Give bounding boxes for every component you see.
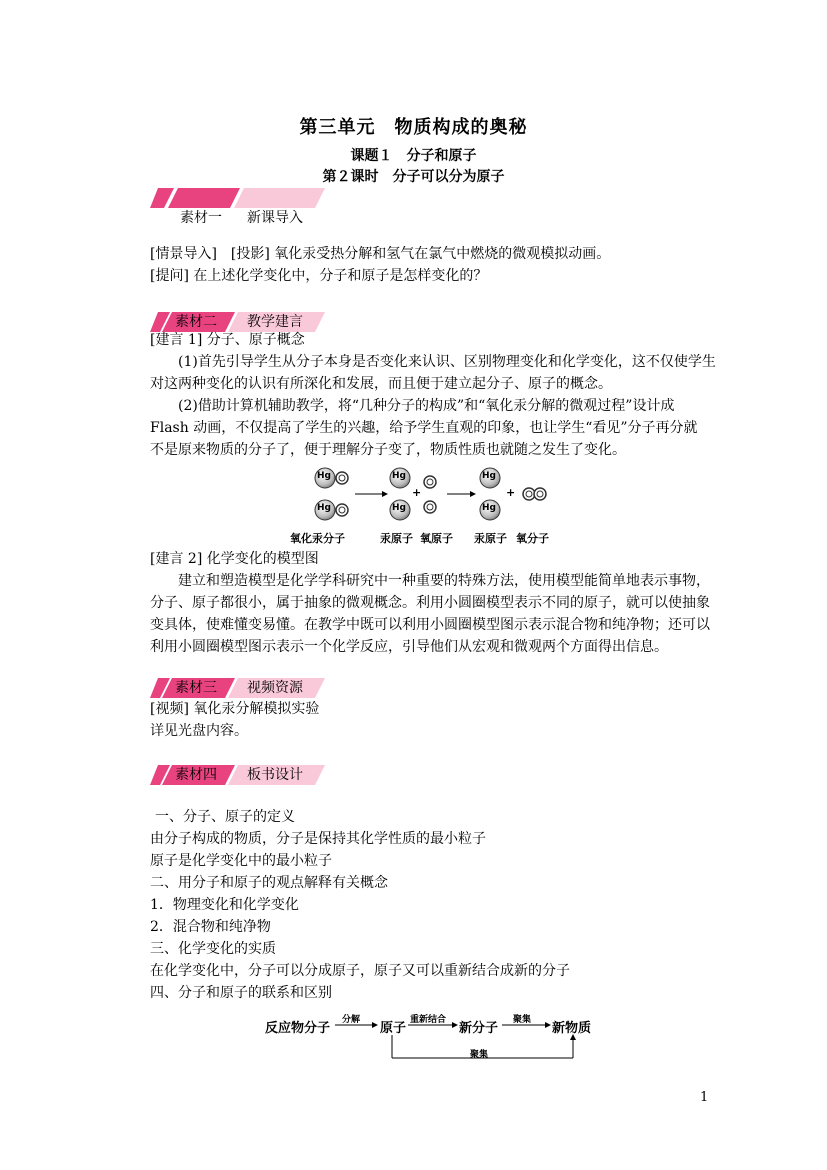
period-title: 第２课时 分子可以分为原子 (322, 169, 505, 185)
board-line: 一、分子、原子的定义 (155, 809, 295, 825)
page-number: 1 (700, 1090, 709, 1105)
board-line: 1．物理变化和化学变化 (150, 897, 299, 913)
paragraph-line: 建立和塑造模型是化学学科研究中一种重要的特殊方法，使用模型能简单地表示事物， (178, 573, 710, 589)
section-banner-1 (150, 188, 325, 208)
lesson-title: 课题１ 分子和原子 (350, 148, 477, 164)
section-1-line: [提问] 在上述化学变化中，分子和原子是怎样变化的？ (150, 268, 488, 284)
paragraph-line: (1)首先引导学生从分子本身是否变化来认识、区别物理变化和化学变化，这不仅使学生 (178, 354, 716, 370)
flow-edge-label: 聚集 (470, 1050, 489, 1060)
board-line: 三、化学变化的实质 (150, 941, 276, 957)
paragraph-line: 不是原来物质的分子了，便于理解分子变了，物质性质也就随之发生了变化。 (150, 442, 626, 458)
paragraph-line: 利用小圆圈模型图示表示一个化学反应，引导他们从宏观和微观两个方面得出信息。 (150, 639, 668, 655)
hg-atom-label: Hg (482, 503, 496, 513)
hg-atom-label: Hg (482, 471, 496, 481)
flow-edge-label: 重新结合 (410, 1015, 447, 1025)
molecule-diagram-graphic (310, 465, 570, 525)
board-line: 在化学变化中，分子可以分成原子，原子又可以重新结合成新的分子 (150, 963, 570, 979)
flow-edge-label: 聚集 (513, 1015, 532, 1025)
section-3-line: [视频] 氧化汞分解模拟实验 (150, 701, 320, 717)
paragraph-line: 变具体，使难懂变易懂。在教学中既可以利用小圆圈模型图示表示混合物和纯净物；还可以 (150, 617, 710, 633)
board-line: 2．混合物和纯净物 (150, 919, 271, 935)
hg-atom-label: Hg (317, 471, 331, 481)
section-4-name: 板书设计 (247, 767, 303, 783)
section-banner-2 (150, 312, 325, 332)
hg-atom-label: Hg (392, 503, 406, 513)
flow-node-reactant-molecule: 反应物分子 (265, 1021, 331, 1036)
flow-node-new-substance: 新物质 (552, 1021, 592, 1036)
board-line: 原子是化学变化中的最小粒子 (150, 853, 332, 869)
board-line: 二、用分子和原子的观点解释有关概念 (150, 875, 388, 891)
section-banner-3 (150, 678, 325, 698)
diagram-label: 汞原子 (474, 532, 507, 545)
section-1-name: 新课导入 (247, 210, 303, 226)
flow-node-atom: 原子 (380, 1021, 407, 1036)
flow-node-new-molecule: 新分子 (459, 1021, 499, 1036)
molecule-atom-flow-diagram (260, 1008, 600, 1063)
section-1-line: [情景导入] [投影] 氧化汞受热分解和氢气在氯气中燃烧的微观模拟动画。 (150, 246, 611, 262)
flow-edge-label: 分解 (342, 1015, 361, 1025)
section-4-tag: 素材四 (175, 767, 217, 783)
section-3-name: 视频资源 (247, 680, 303, 696)
section-3-tag: 素材三 (175, 680, 217, 696)
paragraph-line: Flash 动画，不仅提高了学生的兴趣，给予学生直观的印象，也让学生“看见”分子再分就 (150, 420, 698, 436)
advice-2-title: [建言 2] 化学变化的模型图 (150, 551, 319, 567)
hg-atom-label: Hg (392, 471, 406, 481)
section-2-tag: 素材二 (175, 314, 217, 330)
mercury-oxide-diagram (310, 465, 570, 525)
paragraph-line: (2)借助计算机辅助教学，将“几种分子的构成”和“氧化汞分解的微观过程”设计成 (178, 398, 675, 414)
board-line: 四、分子和原子的联系和区别 (150, 985, 332, 1001)
plus-sign: + (506, 486, 516, 499)
advice-1-title: [建言 1] 分子、原子概念 (150, 332, 305, 348)
banner-stripe-graphic (150, 188, 325, 208)
paragraph-line: 对这两种变化的认识有所深化和发展，而且便于建立起分子、原子的概念。 (150, 376, 612, 392)
section-1-tag: 素材一 (180, 210, 222, 226)
section-3-line: 详见光盘内容。 (150, 723, 248, 739)
paragraph-line: 分子、原子都很小，属于抽象的微观概念。利用小圆圈模型表示不同的原子，就可以使抽象 (150, 595, 710, 611)
diagram-label: 氧分子 (516, 532, 549, 545)
diagram-label: 氧化汞分子 (290, 532, 345, 545)
plus-sign: + (412, 486, 422, 499)
diagram-label: 氧原子 (420, 532, 453, 545)
section-banner-4 (150, 765, 325, 785)
board-line: 由分子构成的物质，分子是保持其化学性质的最小粒子 (150, 831, 486, 847)
diagram-label: 汞原子 (380, 532, 413, 545)
unit-title: 第三单元 物质构成的奥秘 (299, 117, 528, 138)
hg-atom-label: Hg (317, 503, 331, 513)
section-2-name: 教学建言 (247, 314, 303, 330)
